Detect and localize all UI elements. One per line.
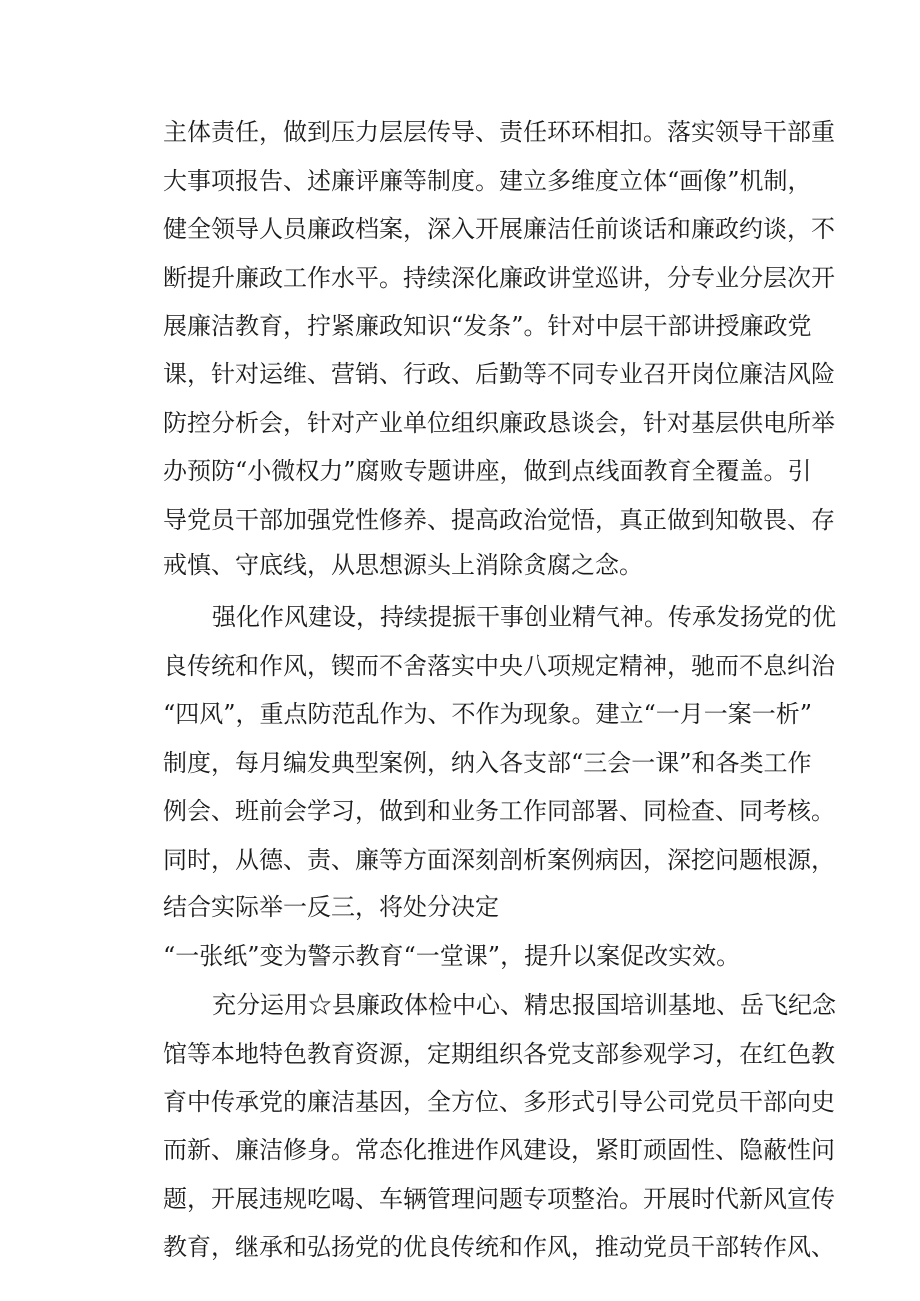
text-line: 馆等本地特色教育资源，定期组织各党支部参观学习，在红色教 xyxy=(163,1040,835,1068)
text-line: 良传统和作风，锲而不舍落实中央八项规定精神，驰而不息纠治 xyxy=(163,652,835,680)
text-line: 大事项报告、述廉评廉等制度。建立多维度立体“画像”机制， xyxy=(163,167,812,195)
text-line: 课，针对运维、营销、行政、后勤等不同专业召开岗位廉洁风险 xyxy=(163,360,835,388)
text-line: 制度，每月编发典型案例，纳入各支部“三会一课”和各类工作 xyxy=(163,749,812,777)
text-line: 导党员干部加强党性修养、提高政治觉悟，真正做到知敬畏、存 xyxy=(163,506,835,534)
text-line: 结合实际举一反三，将处分决定 xyxy=(163,893,499,921)
text-line: 教育，继承和弘扬党的优良传统和作风，推动党员干部转作风、 xyxy=(163,1233,835,1261)
text-line: 育中传承党的廉洁基因，全方位、多形式引导公司党员干部向史 xyxy=(163,1088,835,1116)
text-line: 题，开展违规吃喝、车辆管理问题专项整治。开展时代新风宣传 xyxy=(163,1185,835,1213)
text-line: 防控分析会，针对产业单位组织廉政恳谈会，针对基层供电所举 xyxy=(163,409,835,437)
text-line: 办预防“小微权力”腐败专题讲座，做到点线面教育全覆盖。引 xyxy=(163,457,812,485)
text-line: “四风”，重点防范乱作为、不作为现象。建立“一月一案一析” xyxy=(163,700,813,728)
text-line: 例会、班前会学习，做到和业务工作同部署、同检查、同考核。 xyxy=(163,797,835,825)
text-line: 戒慎、守底线，从思想源头上消除贪腐之念。 xyxy=(163,551,643,579)
text-line: 展廉洁教育，拧紧廉政知识“发条”。针对中层干部讲授廉政党 xyxy=(163,312,812,340)
text-line: 而新、廉洁修身。常态化推进作风建设，紧盯顽固性、隐蔽性问 xyxy=(163,1136,835,1164)
text-line: 同时，从德、责、廉等方面深刻剖析案例病因，深挖问题根源， xyxy=(163,846,835,874)
paragraph-first-line: 充分运用☆县廉政体检中心、精忠报国培训基地、岳飞纪念 xyxy=(212,991,836,1019)
text-line: 主体责任，做到压力层层传导、责任环环相扣。落实领导干部重 xyxy=(163,118,835,146)
text-line: “一张纸”变为警示教育“一堂课”，提升以案促改实效。 xyxy=(163,942,741,970)
text-line: 断提升廉政工作水平。持续深化廉政讲堂巡讲，分专业分层次开 xyxy=(163,264,835,292)
text-line: 健全领导人员廉政档案，深入开展廉洁任前谈话和廉政约谈，不 xyxy=(163,215,835,243)
paragraph-first-line: 强化作风建设，持续提振干事创业精气神。传承发扬党的优 xyxy=(212,603,836,631)
